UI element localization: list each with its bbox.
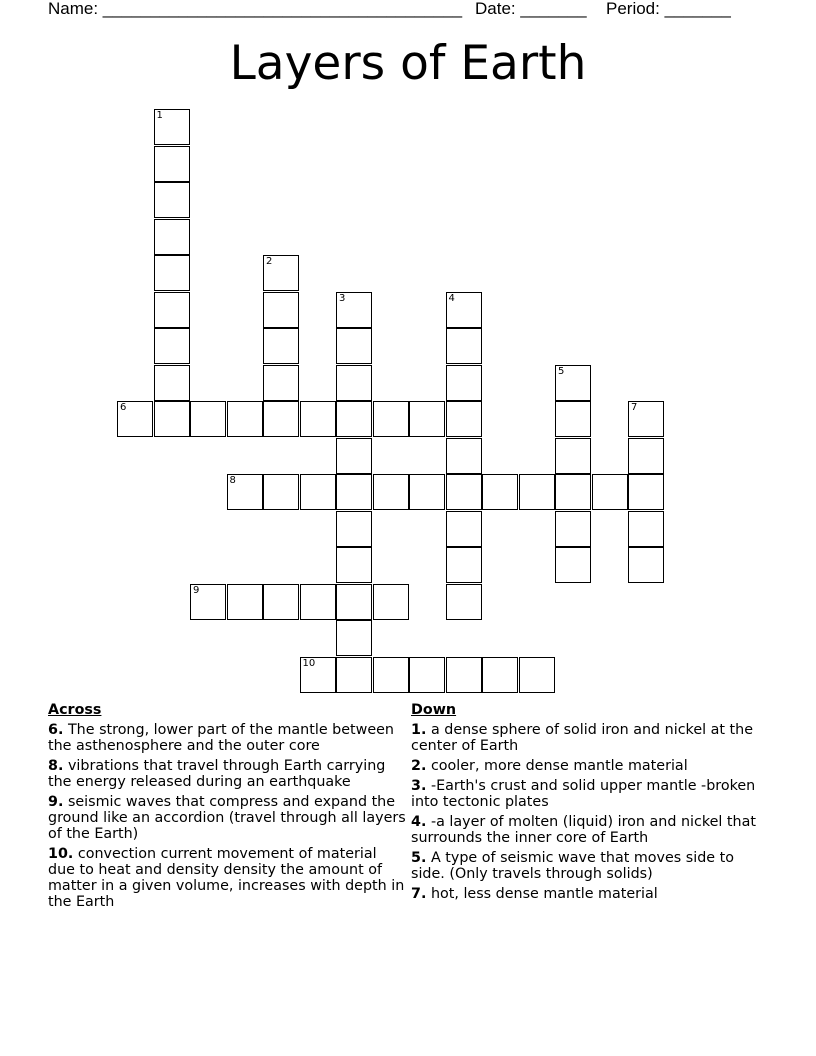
crossword-cell[interactable] (446, 401, 482, 437)
crossword-cell[interactable] (154, 146, 190, 182)
crossword-cell[interactable] (190, 401, 226, 437)
crossword-cell[interactable] (336, 438, 372, 474)
crossword-cell[interactable] (336, 511, 372, 547)
crossword-cell[interactable] (227, 401, 263, 437)
crossword-cell[interactable] (446, 511, 482, 547)
crossword-cell[interactable] (336, 657, 372, 693)
crossword-cell[interactable] (446, 547, 482, 583)
clue-number: 9 (193, 584, 200, 596)
crossword-cell[interactable] (446, 292, 482, 328)
date-field[interactable]: Date: _______ (475, 0, 587, 18)
crossword-cell[interactable] (592, 474, 628, 510)
across-clues (48, 702, 406, 914)
down-heading: Down (411, 702, 457, 718)
crossword-cell[interactable] (300, 657, 336, 693)
clue-down-1: 1. a dense sphere of solid iron and nickel at the center of Earth (411, 722, 754, 754)
crossword-cell[interactable] (154, 328, 190, 364)
crossword-cell[interactable] (336, 620, 372, 656)
crossword-cell[interactable] (336, 401, 372, 437)
crossword-cell[interactable] (154, 255, 190, 291)
crossword-cell[interactable] (117, 401, 153, 437)
crossword-cell[interactable] (628, 474, 664, 510)
crossword-cell[interactable] (555, 474, 591, 510)
crossword-cell[interactable] (628, 547, 664, 583)
clue-across-9: 9. seismic waves that compress and expand the ground like an accordion (travel through all layers of the Earth) (48, 794, 406, 842)
crossword-cell[interactable] (446, 474, 482, 510)
crossword-cell[interactable] (154, 219, 190, 255)
crossword-cell[interactable] (519, 474, 555, 510)
crossword-cell[interactable] (628, 401, 664, 437)
down-clues (411, 702, 761, 906)
crossword-cell[interactable] (555, 401, 591, 437)
crossword-cell[interactable] (336, 474, 372, 510)
clue-number: 10 (302, 657, 316, 669)
crossword-cell[interactable] (446, 365, 482, 401)
clue-across-10: 10. convection current movement of material due to heat and density density the amount of matter in a given volume, increases with depth in the Earth (48, 846, 405, 910)
clue-number: 2 (266, 256, 273, 267)
clue-number: 3 (339, 292, 346, 304)
clue-number: 8 (229, 475, 236, 486)
crossword-cell[interactable] (336, 365, 372, 401)
crossword-cell[interactable] (519, 657, 555, 693)
crossword-cell[interactable] (446, 584, 482, 620)
clue-down-7: 7. hot, less dense mantle material (411, 886, 658, 902)
crossword-cell[interactable] (373, 474, 409, 510)
crossword-cell[interactable] (154, 292, 190, 328)
crossword-cell[interactable] (263, 365, 299, 401)
crossword-cell[interactable] (373, 401, 409, 437)
crossword-cell[interactable] (154, 401, 190, 437)
crossword-cell[interactable] (409, 657, 445, 693)
crossword-cell[interactable] (628, 438, 664, 474)
crossword-cell[interactable] (555, 365, 591, 401)
crossword-cell[interactable] (409, 401, 445, 437)
crossword-cell[interactable] (336, 328, 372, 364)
crossword-cell[interactable] (300, 401, 336, 437)
crossword-cell[interactable] (300, 584, 336, 620)
clue-across-8: 8. vibrations that travel through Earth carrying the energy released during an earthquake (48, 758, 386, 790)
crossword-cell[interactable] (263, 255, 299, 291)
period-field[interactable]: Period: _______ (606, 0, 731, 18)
crossword-cell[interactable] (154, 365, 190, 401)
crossword-cell[interactable] (263, 584, 299, 620)
crossword-cell[interactable] (263, 292, 299, 328)
crossword-cell[interactable] (263, 401, 299, 437)
crossword-cell[interactable] (300, 474, 336, 510)
crossword-cell[interactable] (446, 438, 482, 474)
clue-number: 7 (631, 402, 638, 413)
clue-down-5: 5. A type of seismic wave that moves side to side. (Only travels through solids) (411, 850, 734, 882)
crossword-cell[interactable] (482, 657, 518, 693)
crossword-cell[interactable] (154, 109, 190, 145)
crossword-cell[interactable] (482, 474, 518, 510)
crossword-cell[interactable] (263, 474, 299, 510)
clue-across-6: 6. The strong, lower part of the mantle between the asthenosphere and the outer core (48, 722, 394, 754)
crossword-cell[interactable] (373, 584, 409, 620)
crossword-cell[interactable] (628, 511, 664, 547)
name-field[interactable]: Name: ______________________________________ (48, 0, 463, 18)
crossword-cell[interactable] (555, 547, 591, 583)
crossword-cell[interactable] (227, 584, 263, 620)
crossword-cell[interactable] (555, 511, 591, 547)
crossword-cell[interactable] (555, 438, 591, 474)
crossword-cell[interactable] (336, 547, 372, 583)
crossword-cell[interactable] (373, 657, 409, 693)
clue-number: 6 (120, 402, 127, 413)
across-heading: Across (48, 702, 102, 718)
crossword-cell[interactable] (336, 292, 372, 328)
clue-number: 4 (448, 292, 455, 304)
crossword-cell[interactable] (263, 328, 299, 364)
worksheet-header (48, 0, 768, 22)
crossword-cell[interactable] (336, 584, 372, 620)
crossword-cell[interactable] (446, 657, 482, 693)
page-title: Layers of Earth (229, 36, 587, 91)
crossword-cell[interactable] (190, 584, 226, 620)
clue-down-3: 3. -Earth's crust and solid upper mantle -broken into tectonic plates (411, 778, 756, 810)
crossword-cell[interactable] (446, 328, 482, 364)
crossword-cell[interactable] (227, 474, 263, 510)
clue-down-4: 4. -a layer of molten (liquid) iron and nickel that surrounds the inner core of Earth (411, 814, 756, 846)
crossword-cell[interactable] (409, 474, 445, 510)
clue-down-2: 2. cooler, more dense mantle material (411, 758, 688, 774)
clue-number: 5 (558, 365, 565, 377)
crossword-cell[interactable] (154, 182, 190, 218)
clue-number: 1 (156, 110, 163, 121)
